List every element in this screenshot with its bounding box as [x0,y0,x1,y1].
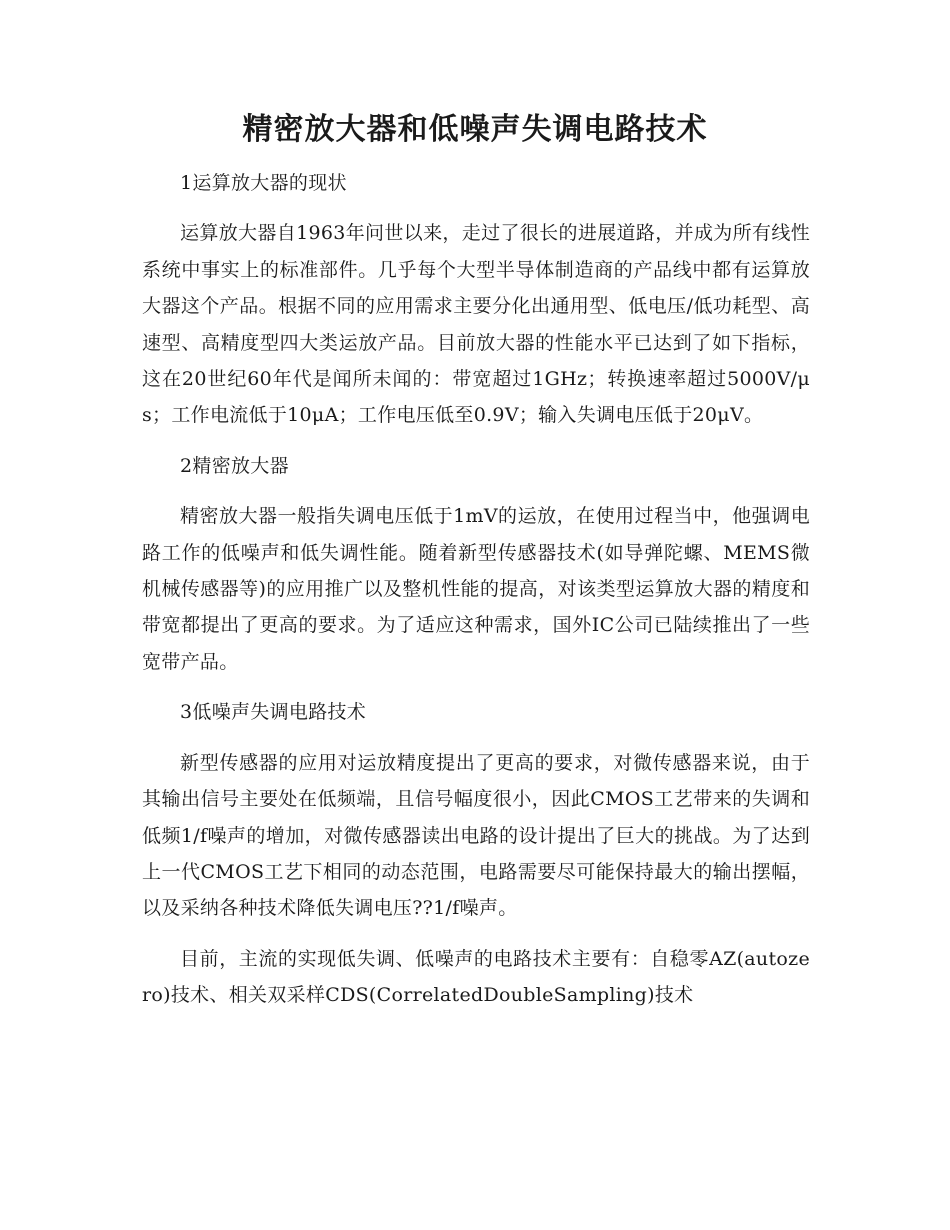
section-heading: 2精密放大器 [180,454,289,477]
section-3 [142,694,810,1013]
paragraph: 运算放大器自1963年问世以来，走过了很长的进展道路，并成为所有线性系统中事实上的标准部件。几乎每个大型半导体制造商的产品线中都有运算放大器这个产品。根据不同的应用需求主要分化出通用型、低电压/低功耗型、高速型、高精度型四大类运放产品。目前放大器的性能水平已达到了如下指标，这在20世纪60年代是闻所未闻的：带宽超过1GHz；转换速率超过5000V/μs；工作电流低于10μA；工作电压低至0.9V；输入失调电压低于20μV。 [142,222,810,427]
section-1 [142,165,810,434]
section-heading: 1运算放大器的现状 [180,172,347,194]
paragraph: 精密放大器一般指失调电压低于1mV的运放，在使用过程当中，他强调电路工作的低噪声和低失调性能。随着新型传感器技术(如导弹陀螺、MEMS微机械传感器等)的应用推广以及整机性能的提高，对该类型运算放大器的精度和带宽都提出了更高的要求。为了适应这种需求，国外IC公司已陆续推出了一些宽带产品。 [142,505,810,673]
paragraph: 新型传感器的应用对运放精度提出了更高的要求，对微传感器来说，由于其输出信号主要处在低频端，且信号幅度很小，因此CMOS工艺带来的失调和低频1/f噪声的增加，对微传感器读出电路的设计提出了巨大的挑战。为了达到上一代CMOS工艺下相同的动态范围，电路需要尽可能保持最大的输出摆幅，以及采纳各种技术降低失调电压??1/f噪声。 [142,751,810,920]
page-title: 精密放大器和低噪声失调电路技术 [242,112,708,147]
paragraph: 目前，主流的实现低失调、低噪声的电路技术主要有：自稳零AZ(autozero)技术、相关双采样CDS(CorrelatedDoubleSampling)技术 [142,947,810,1007]
section-2 [142,448,810,680]
section-heading: 3低噪声失调电路技术 [180,701,367,724]
document-body [142,165,810,1014]
